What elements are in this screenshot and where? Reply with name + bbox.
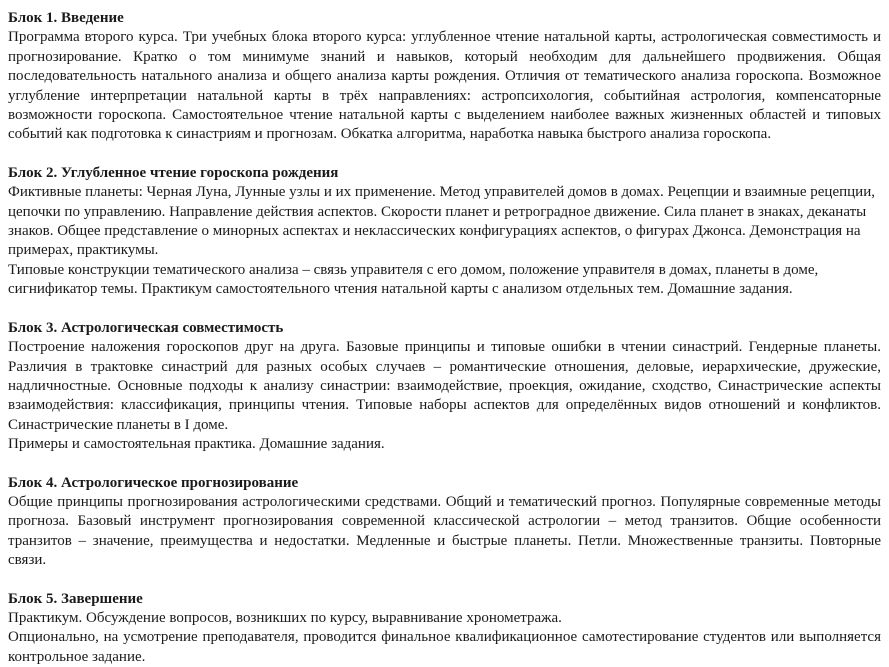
block-1-introduction — [8, 9, 881, 145]
block-2-natal-reading — [8, 164, 881, 300]
block-title: Блок 4. Астрологическое прогнозирование — [8, 474, 299, 491]
block-title: Блок 1. Введение — [8, 10, 124, 26]
block-paragraph: Примеры и самостоятельная практика. Домашние задания. — [8, 436, 385, 453]
block-5-completion — [8, 590, 881, 667]
block-4-forecasting — [8, 474, 881, 571]
block-paragraph: Общие принципы прогнозирования астрологическими средствами. Общий и тематический прогноз. Популярные современные методы прогноза. Базовый инструмент прогнозирования современной классической астрологии – метод транзитов. Общие особенности транзитов – значение, преимущества и недостатки. Медленные и быстрые планеты. Петли. Множественные транзиты. Повторные связи. — [8, 493, 881, 569]
block-paragraph: Фиктивные планеты: Черная Луна, Лунные узлы и их применение. Метод управителей домов в домах. Рецепции и взаимные рецепции, цепочки по управлению. Направление действия аспектов. Скорости планет и ретроградное движение. Сила планет в знаках, деканаты знаков. Общее представление о минорных аспектах и неклассических конфигурациях аспектов, о фигурах Джонса. Демонстрация на примерах, практикумы. — [8, 184, 875, 259]
block-paragraph: Типовые конструкции тематического анализа – связь управителя с его домом, положение управителя в домах, планеты в доме, сигнификатор темы. Практикум самостоятельного чтения натальной карты с анализом отдельных тем. Домашние задания. — [8, 261, 819, 298]
block-paragraph: Построение наложения гороскопов друг на друга. Базовые принципы и типовые ошибки в чтении синастрий. Гендерные планеты. Различия в трактовке синастрий для разных особых случаев – романтические отношения, деловые, иерархические, дружеские, надличностные. Основные подходы к анализу синастрии: взаимодействие, проекция, ожидание, сходство, Синастрические аспекты взаимодействия: классификация, принципы чтения. Типовые наборы аспектов для определённых видов отношений и конфликтов. Синастрические планеты в I доме. — [8, 339, 881, 433]
block-title: Блок 5. Завершение — [8, 590, 143, 607]
block-paragraph: Опционально, на усмотрение преподавателя, проводится финальное квалификационное самотестирование студентов или выполняется контрольное задание. — [8, 629, 881, 665]
block-paragraph: Программа второго курса. Три учебных блока второго курса: углубленное чтение натальной карты, астрологическая совместимость и прогнозирование. Кратко о том минимуме знаний и навыков, который необходим для дальнейшего продвижения. Общая последовательность натального анализа и общего анализа карты рождения. Отличия от тематического анализа гороскопа. Возможное углубление интерпретации натальной карты в трёх направлениях: астропсихология, событийная астрология, компенсаторные возможности гороскопа. Самостоятельное чтение натальной карты с выделением наиболее важных жизненных областей и типовых событий как подготовка к синастриям и прогнозам. Обкатка алгоритма, наработка навыка быстрого анализа гороскопа. — [8, 29, 881, 143]
block-paragraph: Практикум. Обсуждение вопросов, возникших по курсу, выравнивание хронометража. — [8, 609, 562, 626]
block-title: Блок 2. Углубленное чтение гороскопа рождения — [8, 164, 339, 181]
block-3-compatibility — [8, 319, 881, 455]
block-title: Блок 3. Астрологическая совместимость — [8, 319, 284, 336]
